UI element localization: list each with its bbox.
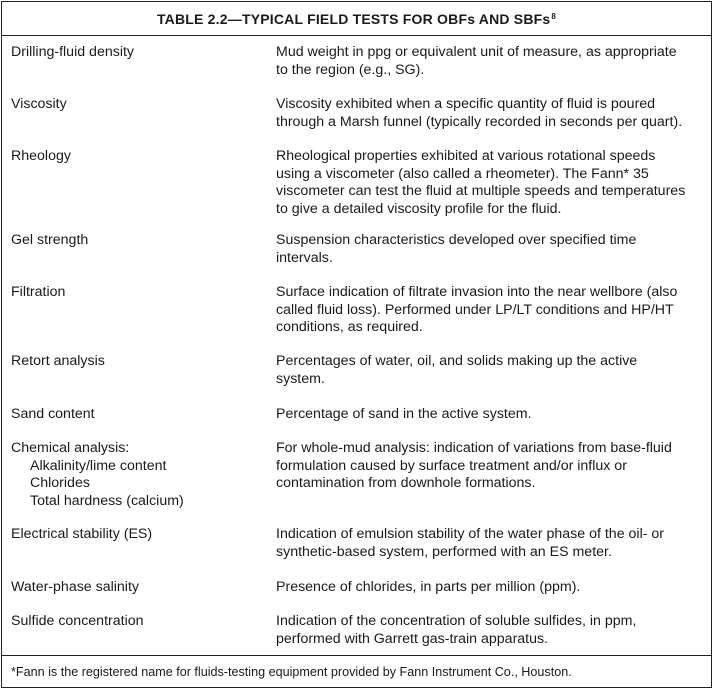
test-name	[11, 353, 261, 371]
test-description	[276, 148, 708, 218]
description-line: Percentages of water, oil, and solids making up the active	[276, 353, 638, 369]
test-description	[276, 406, 708, 424]
test-description	[276, 440, 708, 493]
test-name-text: Sand content	[11, 406, 95, 422]
description-line: contamination from downhole formations.	[276, 475, 536, 491]
test-description	[276, 284, 708, 337]
description-line: called fluid loss). Performed under LP/LT conditions and HP/HT	[276, 301, 674, 318]
description-line: to give a detailed viscosity profile for the fluid.	[276, 200, 562, 217]
test-description	[276, 579, 708, 597]
test-description	[276, 44, 708, 79]
test-name	[11, 526, 261, 544]
description-line: conditions, as required.	[276, 319, 423, 335]
test-name-text: Retort analysis	[11, 353, 105, 369]
description-line: using a viscometer (also called a rheometer). The Fann* 35	[276, 165, 649, 182]
test-description	[276, 96, 708, 131]
test-name-text: Electrical stability (ES)	[11, 526, 153, 542]
description-line: Suspension characteristics developed over specified time	[276, 232, 637, 248]
test-name-text: Rheology	[11, 148, 71, 164]
test-name	[11, 579, 261, 597]
test-description	[276, 353, 708, 388]
test-name-text: Water-phase salinity	[11, 579, 139, 595]
description-line: formulation caused by surface treatment and/or influx or	[276, 457, 627, 474]
description-line: system.	[276, 370, 325, 387]
sub-test: Alkalinity/lime content	[30, 457, 167, 474]
sub-test: Chlorides	[30, 475, 90, 491]
description-line: Indication of the concentration of soluble sulfides, in ppm,	[276, 613, 637, 629]
description-line: synthetic-based system, performed with an ES meter.	[276, 543, 612, 560]
description-line: Surface indication of filtrate invasion into the near wellbore (also	[276, 284, 678, 300]
table-frame	[1, 1, 712, 688]
table-title-text: TABLE 2.2—TYPICAL FIELD TESTS FOR OBFs AND SBFs	[156, 10, 551, 27]
test-name	[11, 148, 261, 166]
test-name-text: Viscosity	[11, 96, 67, 112]
title-reference: 8	[551, 12, 557, 21]
description-line: Indication of emulsion stability of the water phase of the oil- or	[276, 526, 665, 542]
test-description	[276, 232, 708, 267]
description-line: to the region (e.g., SG).	[276, 61, 425, 78]
test-name-text: Chemical analysis:	[11, 440, 130, 456]
test-name	[11, 232, 261, 250]
test-name	[11, 96, 261, 114]
test-name	[11, 440, 261, 510]
footnote: *Fann is the registered name for fluids-testing equipment provided by Fann Instrument Co., Houston.	[11, 665, 572, 679]
description-line: Rheological properties exhibited at various rotational speeds	[276, 148, 656, 164]
description-line: Mud weight in ppg or equivalent unit of measure, as appropriate	[276, 44, 677, 60]
description-line: intervals.	[276, 249, 333, 266]
test-name-text: Gel strength	[11, 232, 89, 248]
description-line: Percentage of sand in the active system.	[276, 406, 532, 422]
test-description	[276, 526, 708, 561]
description-line: Presence of chlorides, in parts per million (ppm).	[276, 579, 581, 595]
test-description	[276, 613, 708, 648]
test-name	[11, 613, 261, 631]
table-title	[2, 2, 711, 36]
test-name-text: Filtration	[11, 284, 66, 300]
test-name	[11, 44, 261, 62]
description-line: performed with Garrett gas-train apparatus.	[276, 630, 549, 647]
description-line: Viscosity exhibited when a specific quantity of fluid is poured	[276, 96, 656, 112]
description-line: viscometer can test the fluid at multiple speeds and temperatures	[276, 183, 686, 199]
sub-test: Total hardness (calcium)	[30, 492, 184, 509]
description-line: through a Marsh funnel (typically recorded in seconds per quart).	[276, 113, 683, 130]
test-name	[11, 284, 261, 302]
description-line: For whole-mud analysis: indication of variations from base-fluid	[276, 440, 672, 456]
test-name	[11, 406, 261, 424]
test-name-text: Drilling-fluid density	[11, 44, 135, 60]
test-name-text: Sulfide concentration	[11, 613, 144, 629]
footer-divider	[2, 655, 711, 656]
